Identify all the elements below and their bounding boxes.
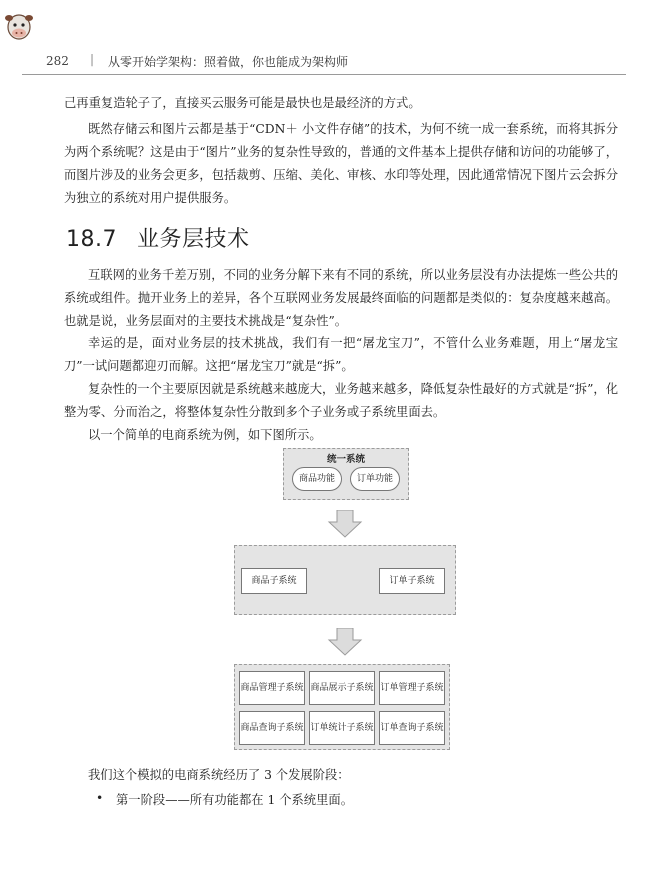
stage1-item: 订单功能 bbox=[350, 467, 400, 491]
stage1-title: 统一系统 bbox=[326, 454, 365, 465]
header-separator: | bbox=[90, 52, 95, 66]
bullet-marker: • bbox=[96, 791, 104, 805]
section-title: 业务层技术 bbox=[136, 227, 250, 252]
paragraph-3: 互联网的业务千差万别，不同的业务分解下来有不同的系统，所以业务层没有办法提炼一些公共的系统或组件。抛开业务上的差异，各个互联网业务发展最终面临的问题都是类似的：复杂度越来越高。也就是说，业务层面对的主要技术挑战是“复杂性”。 bbox=[64, 268, 618, 328]
stage2-item: 商品子系统 bbox=[241, 568, 307, 594]
stage3-item: 订单查询子系统 bbox=[379, 711, 445, 745]
stage3-item: 商品展示子系统 bbox=[309, 671, 375, 705]
cow-mascot-icon bbox=[4, 8, 34, 42]
stage1-box bbox=[283, 448, 409, 500]
paragraph-5: 复杂性的一个主要原因就是系统越来越庞大，业务越来越多，降低复杂性最好的方式就是“拆”，化整为零、分而治之，将整体复杂性分散到多个子业务或子系统里面去。 bbox=[64, 382, 618, 419]
paragraph-6: 以一个简单的电商系统为例，如下图所示。 bbox=[88, 428, 322, 442]
stage3-item: 订单管理子系统 bbox=[379, 671, 445, 705]
section-number: 18.7 bbox=[66, 227, 117, 252]
paragraph-7: 我们这个模拟的电商系统经历了 3 个发展阶段： bbox=[88, 768, 350, 782]
stage3-item: 订单统计子系统 bbox=[309, 711, 375, 745]
paragraph-1: 己再重复造轮子了，直接买云服务可能是最快也是最经济的方式。 bbox=[64, 96, 421, 110]
paragraph-2: 既然存储云和图片云都是基于“CDN＋ 小文件存储”的技术，为何不统一成一套系统，而将其拆分为两个系统呢？这是由于“图片”业务的复杂性导致的，普通的文件基本上提供存储和访问的功能够了，而图片涉及的业务会更多，包括裁剪、压缩、美化、审核、水印等处理，因此通常情况下图片云会拆分为独立的系统对用户提供服务。 bbox=[64, 122, 618, 205]
stage3-item: 商品查询子系统 bbox=[239, 711, 305, 745]
section-heading bbox=[66, 222, 250, 253]
stage3-box bbox=[234, 664, 450, 750]
book-title: 从零开始学架构：照着做，你也能成为架构师 bbox=[108, 55, 349, 69]
stage1-item: 商品功能 bbox=[292, 467, 342, 491]
header-divider bbox=[22, 74, 626, 75]
stage2-box bbox=[234, 545, 456, 615]
bullet-item: 第一阶段——所有功能都在 1 个系统里面。 bbox=[116, 793, 353, 807]
paragraph-4: 幸运的是，面对业务层的技术挑战，我们有一把“屠龙宝刀”，不管什么业务难题，用上“屠龙宝刀”一试问题都迎刃而解。这把“屠龙宝刀”就是“拆”。 bbox=[64, 336, 618, 373]
stage3-item: 商品管理子系统 bbox=[239, 671, 305, 705]
page-number: 282 bbox=[46, 54, 69, 68]
stage2-item: 订单子系统 bbox=[379, 568, 445, 594]
down-arrow-icon bbox=[327, 628, 363, 656]
down-arrow-icon bbox=[327, 510, 363, 538]
